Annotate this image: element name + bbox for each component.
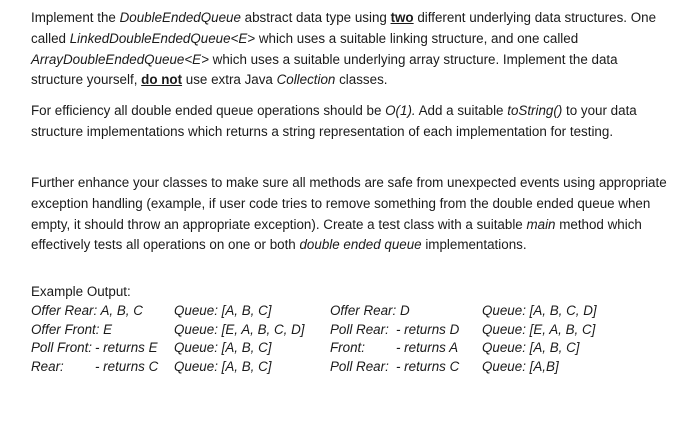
example-cell: Offer Rear: A, B, C (31, 303, 143, 318)
example-cell: Poll Rear: (330, 359, 389, 374)
text-run: toString() (507, 103, 563, 118)
example-cell: Rear: (31, 359, 64, 374)
text-run: LinkedDoubleEndedQueue<E> (69, 30, 256, 46)
paragraph-efficiency (31, 101, 671, 143)
text-run: method which effectively tests all operations on one or both (31, 216, 642, 253)
example-cell: Queue: [E, A, B, C] (482, 322, 596, 337)
text-run: Collection (276, 72, 336, 88)
text-run: ArrayDoubleEndedQueue<E> (31, 51, 209, 67)
example-cell: Queue: [A, B, C] (482, 340, 580, 355)
example-cell: Queue: [A, B, C, D] (482, 303, 597, 318)
text-run: which uses a suitable underlying array structure. Implement the data structure yourself, (31, 51, 618, 88)
text-run: use extra Java (182, 72, 277, 88)
text-run: DoubleEndedQueue (119, 10, 241, 25)
text-run: to your data structure implementations which returns a string representation of each implementation for testing. (31, 103, 637, 139)
example-cell: Front: (330, 340, 365, 355)
example-cell: Poll Rear: (330, 322, 389, 337)
paragraph-exceptions (31, 173, 671, 256)
example-cell: Poll Front: (31, 340, 93, 355)
text-run: double ended queue (299, 237, 422, 253)
example-cell: Queue: [A,B] (482, 359, 559, 374)
example-cell: - returns C (95, 359, 159, 374)
text-run: abstract data type using (240, 10, 391, 25)
text-run: Add a suitable (415, 103, 508, 118)
example-cell: Queue: [E, A, B, C, D] (174, 322, 305, 337)
example-cell: Queue: [A, B, C] (174, 359, 272, 374)
example-cell: - returns D (396, 322, 460, 337)
example-cell: Queue: [A, B, C] (174, 340, 272, 355)
text-run: Implement the (31, 10, 120, 25)
example-cell: - returns C (396, 359, 460, 374)
example-cell: - returns E (95, 340, 158, 355)
paragraph-requirements (31, 8, 671, 91)
example-output-heading: Example Output: (31, 284, 131, 299)
text-run: classes. (335, 72, 388, 88)
example-cell: Offer Front: E (31, 322, 113, 337)
text-run: different underlying data structures. One called (31, 10, 657, 46)
text-run: implementations. (421, 237, 527, 253)
text-run: Further enhance your classes to make sure all methods are safe from unexpected events using appropriate exception handling (example, if user code tries to remove something from the double ended queue when empty, it should throw an appropriate exception). Create a test class with a suitable (31, 175, 667, 232)
example-cell: - returns A (396, 340, 459, 355)
text-run: two (390, 10, 414, 25)
text-run: O(1). (385, 103, 416, 118)
text-run: main (526, 216, 556, 232)
text-run: do not (141, 72, 183, 88)
text-run: which uses a suitable linking structure, and one called (255, 30, 579, 46)
example-cell: Queue: [A, B, C] (174, 303, 272, 318)
example-cell: Offer Rear: D (330, 303, 410, 318)
text-run: For efficiency all double ended queue operations should be (31, 103, 386, 118)
